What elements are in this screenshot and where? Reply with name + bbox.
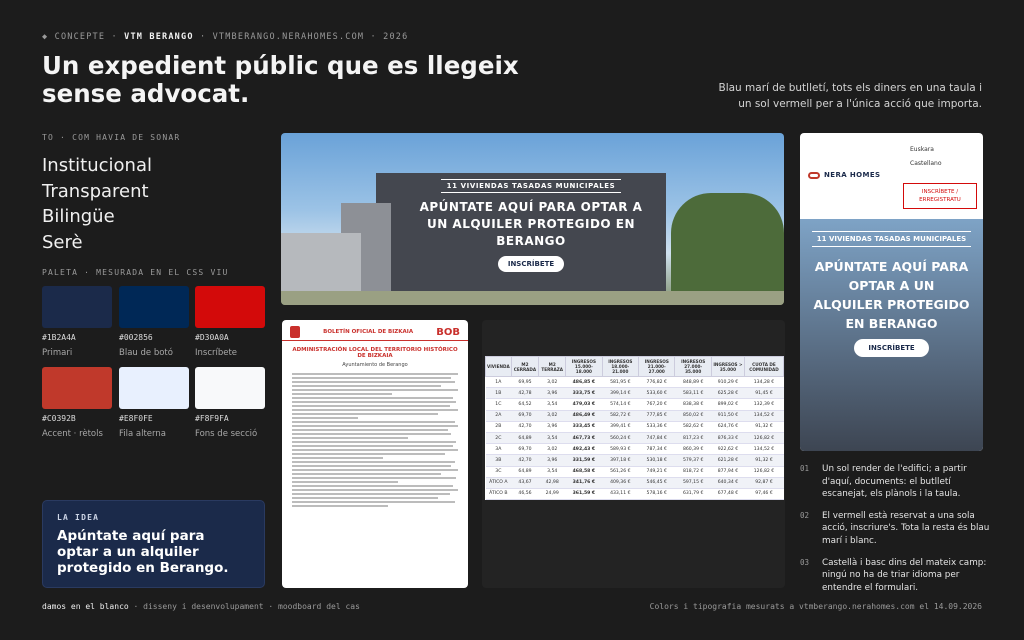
table-cell: 134,52 € [744, 410, 783, 421]
doc-line [292, 429, 448, 431]
doc-line [292, 373, 458, 375]
table-header-cell: INGRESOS 18.000-21.000 [602, 357, 638, 377]
nera-logo-icon [808, 172, 820, 179]
note-item [800, 510, 990, 548]
table-cell: 126,82 € [744, 432, 783, 443]
concept-label: ◆ CONCEPTE · [42, 32, 118, 42]
table-header-cell: INGRESOS > 35.000 [711, 357, 744, 377]
bob-seal-icon [290, 326, 300, 338]
doc-line [292, 445, 453, 447]
table-cell: 787,34 € [639, 444, 675, 455]
bob-document [282, 320, 468, 588]
table-cell: 64,89 [511, 466, 539, 477]
table-cell: 640,34 € [711, 477, 744, 488]
table-cell: 749,21 € [639, 466, 675, 477]
table-header-cell: M2 CERRADA [511, 357, 539, 377]
table-cell: 69,70 [511, 410, 539, 421]
mobile-hero [800, 219, 983, 451]
table-cell: 625,28 € [711, 388, 744, 399]
table-cell: 486,85 € [566, 377, 602, 388]
mobile-hero-subtitle: 11 VIVIENDAS TASADAS MUNICIPALES [812, 231, 971, 247]
table-cell: 533,60 € [639, 388, 675, 399]
mobile-mockup [800, 133, 983, 451]
table-cell: 361,59 € [566, 488, 602, 499]
doc-line [292, 421, 455, 423]
table-cell: 409,36 € [602, 477, 638, 488]
table-header-row [486, 357, 784, 377]
idea-text: Apúntate aquí para optar a un alquiler protegido en Berango. [57, 528, 229, 576]
table-cell: 69,95 [511, 377, 539, 388]
table-cell: 838,38 € [675, 399, 711, 410]
table-cell: 597,15 € [675, 477, 711, 488]
table-cell: 3,02 [539, 410, 566, 421]
table-cell: 560,24 € [602, 432, 638, 443]
doc-line [292, 437, 408, 439]
table-row [486, 388, 784, 399]
table-cell: 581,95 € [602, 377, 638, 388]
table-cell: 533,36 € [639, 421, 675, 432]
table-cell: 331,59 € [566, 455, 602, 466]
doc-line [292, 441, 456, 443]
table-cell: 818,72 € [675, 466, 711, 477]
price-table [485, 356, 784, 500]
swatch-name: Fons de secció [195, 429, 258, 439]
palette-swatch [42, 286, 112, 328]
doc-line [292, 377, 451, 379]
doc-line [292, 389, 458, 391]
table-cell: 91,32 € [744, 455, 783, 466]
table-cell: 624,76 € [711, 421, 744, 432]
page-headline: Un expedient públic que es llegeix sense advocat. [42, 51, 519, 108]
table-cell: 341,76 € [566, 477, 602, 488]
table-header-cell: INGRESOS 15.000-18.000 [566, 357, 602, 377]
note-number: 03 [800, 557, 810, 567]
table-header-cell: INGRESOS 27.000-35.000 [675, 357, 711, 377]
table-cell: 126,82 € [744, 466, 783, 477]
table-row [486, 421, 784, 432]
table-cell: 3,54 [539, 432, 566, 443]
table-header-cell: CUOTA DE COMUNIDAD [744, 357, 783, 377]
table-cell: 91,45 € [744, 388, 783, 399]
table-cell: 3,02 [539, 444, 566, 455]
table-cell: 42,70 [511, 421, 539, 432]
table-row [486, 488, 784, 499]
tone-word: Serè [42, 231, 83, 253]
swatch-name: Fila alterna [119, 429, 166, 439]
palette-swatch [195, 286, 265, 328]
table-cell: 1B [486, 388, 512, 399]
mobile-signup-button[interactable]: INSCRÍBETE [854, 339, 928, 357]
doc-line [292, 417, 358, 419]
note-number: 02 [800, 510, 810, 520]
doc-line [292, 393, 392, 395]
table-cell: 42,78 [511, 388, 539, 399]
swatch-hex: #002856 [119, 333, 153, 342]
bob-text-lines [292, 373, 458, 507]
doc-line [292, 413, 438, 415]
table-cell: 3C [486, 466, 512, 477]
bob-entity: Ayuntamiento de Berango [342, 362, 408, 368]
table-cell: 91,32 € [744, 421, 783, 432]
hero-render [281, 133, 784, 305]
table-cell: ÁTICO A [486, 477, 512, 488]
swatch-hex: #1B2A4A [42, 333, 76, 342]
footer-right: Colors i tipografia mesurats a vtmberango.nerahomes.com el 14.09.2026 [649, 602, 982, 611]
table-cell: 876,33 € [711, 432, 744, 443]
note-text: El vermell està reservat a una sola acció, inscriure's. Tota la resta és blau marí i blanc. [822, 510, 990, 546]
doc-line [292, 489, 458, 491]
table-cell: 3,02 [539, 377, 566, 388]
table-cell: 492,43 € [566, 444, 602, 455]
hero-signup-button[interactable]: INSCRÍBETE [498, 256, 564, 272]
bob-section: ADMINISTRACIÓN LOCAL DEL TERRITORIO HISTÓRICO DE BIZKAIA [292, 347, 458, 359]
table-cell: 530,18 € [639, 455, 675, 466]
table-header-cell: VIVIENDA [486, 357, 512, 377]
top-line [42, 32, 408, 42]
table-cell: 767,20 € [639, 399, 675, 410]
table-cell: 3,96 [539, 388, 566, 399]
table-cell: 486,49 € [566, 410, 602, 421]
bob-mark: BOB [436, 326, 460, 338]
notes-list [800, 463, 990, 603]
note-text: Castellà i basc dins del mateix camp: ningú no ha de triar idioma per entendre el formulari. [822, 557, 987, 593]
table-row [486, 477, 784, 488]
table-header-cell: M2 TERRAZA [539, 357, 566, 377]
doc-line [292, 461, 455, 463]
mobile-hero-title: APÚNTATE AQUÍ PARA OPTAR A UN ALQUILER PROTEGIDO EN BERANGO [813, 259, 970, 331]
hero-overlay [411, 173, 651, 272]
doc-line [292, 501, 455, 503]
doc-line [292, 497, 438, 499]
table-body [486, 377, 784, 500]
table-cell: 46,56 [511, 488, 539, 499]
doc-line [292, 469, 458, 471]
palette-swatch [119, 286, 189, 328]
doc-line [292, 485, 453, 487]
doc-line [292, 425, 458, 427]
table-cell: 777,85 € [639, 410, 675, 421]
doc-line [292, 433, 451, 435]
table-cell: 561,26 € [602, 466, 638, 477]
right-note: Blau marí de butlletí, tots els diners en una taula i un sol vermell per a l'única acció que importa. [718, 82, 982, 110]
table-cell: 578,16 € [639, 488, 675, 499]
doc-line [292, 505, 388, 507]
table-cell: 92,87 € [744, 477, 783, 488]
table-row [486, 399, 784, 410]
table-cell: 776,82 € [639, 377, 675, 388]
doc-line [292, 409, 458, 411]
neighbor-building [281, 233, 361, 293]
table-cell: 3B [486, 455, 512, 466]
swatch-name: Accent · rètols [42, 429, 103, 439]
table-cell: 922,62 € [711, 444, 744, 455]
table-cell: 850,02 € [675, 410, 711, 421]
table-cell: 877,94 € [711, 466, 744, 477]
table-cell: 467,73 € [566, 432, 602, 443]
tone-word: Bilingüe [42, 206, 115, 227]
table-row [486, 410, 784, 421]
table-row [486, 466, 784, 477]
table-cell: 631,79 € [675, 488, 711, 499]
doc-line [292, 477, 456, 479]
lang-euskara[interactable]: Euskara [910, 146, 934, 153]
tone-words [42, 153, 152, 255]
table-cell: 479,03 € [566, 399, 602, 410]
swatch-name: Blau de botó [119, 348, 173, 358]
table-cell: 1A [486, 377, 512, 388]
doc-line [292, 381, 455, 383]
table-cell: 574,14 € [602, 399, 638, 410]
hero-subtitle: 11 VIVIENDAS TASADAS MUNICIPALES [441, 179, 622, 193]
table-cell: 910,29 € [711, 377, 744, 388]
table-cell: 2A [486, 410, 512, 421]
table-cell: 3,54 [539, 399, 566, 410]
mobile-signup-cta[interactable]: INSCRÍBETE / ERREGISTRATU [903, 183, 977, 209]
footer-credits: · disseny i desenvolupament · moodboard del cas [133, 602, 360, 611]
table-cell: 582,62 € [675, 421, 711, 432]
note-item [800, 463, 990, 501]
tone-label: TO · COM HAVIA DE SONAR [42, 133, 181, 142]
table-cell: 1C [486, 399, 512, 410]
swatch-hex: #F8F9FA [195, 414, 229, 423]
doc-line [292, 397, 453, 399]
swatch-hex: #D30A0A [195, 333, 229, 342]
table-row [486, 377, 784, 388]
note-text: Un sol render de l'edifici; a partir d'aquí, documents: el butlletí escanejat, els plànols i la taula. [822, 464, 967, 500]
brand-label: VTM BERANGO [124, 32, 194, 42]
table-cell: 97,46 € [744, 488, 783, 499]
price-table-card [482, 320, 785, 588]
table-cell: 3A [486, 444, 512, 455]
doc-line [292, 473, 441, 475]
site-date: · VTMBERANGO.NERAHOMES.COM · 2026 [199, 32, 409, 42]
swatch-hex: #C0392B [42, 414, 76, 423]
ground [281, 291, 784, 305]
palette-label: PALETA · MESURADA EN EL CSS VIU [42, 268, 229, 277]
palette-swatch [119, 367, 189, 409]
table-cell: 468,58 € [566, 466, 602, 477]
tone-word: Institucional [42, 155, 152, 176]
table-cell: 677,48 € [711, 488, 744, 499]
palette-swatch [42, 367, 112, 409]
mobile-logo: NERA HOMES [824, 171, 881, 179]
hero-title: APÚNTATE AQUÍ PARA OPTAR A UN ALQUILER PROTEGIDO EN BERANGO [419, 200, 643, 248]
table-cell: 589,93 € [602, 444, 638, 455]
table-cell: 817,23 € [675, 432, 711, 443]
table-cell: 134,28 € [744, 377, 783, 388]
table-cell: 333,45 € [566, 421, 602, 432]
doc-line [292, 465, 451, 467]
table-cell: 911,50 € [711, 410, 744, 421]
swatch-name: Inscríbete [195, 348, 238, 358]
idea-label: LA IDEA [57, 513, 100, 522]
table-cell: 3,96 [539, 421, 566, 432]
table-cell: 546,45 € [639, 477, 675, 488]
table-cell: ÁTICO B [486, 488, 512, 499]
table-cell: 860,39 € [675, 444, 711, 455]
table-cell: 621,28 € [711, 455, 744, 466]
doc-line [292, 481, 398, 483]
table-cell: 2C [486, 432, 512, 443]
table-cell: 397,18 € [602, 455, 638, 466]
lang-castellano[interactable]: Castellano [910, 160, 942, 167]
table-cell: 3,96 [539, 455, 566, 466]
table-cell: 69,70 [511, 444, 539, 455]
table-header-cell: INGRESOS 21.000-27.000 [639, 357, 675, 377]
table-cell: 3,54 [539, 466, 566, 477]
table-cell: 747,84 € [639, 432, 675, 443]
table-cell: 43,67 [511, 477, 539, 488]
table-cell: 399,14 € [602, 388, 638, 399]
table-cell: 24,99 [539, 488, 566, 499]
table-cell: 132,39 € [744, 399, 783, 410]
table-cell: 42,70 [511, 455, 539, 466]
doc-line [292, 493, 450, 495]
tone-word: Transparent [42, 180, 149, 202]
doc-line [292, 405, 450, 407]
table-cell: 64,89 [511, 432, 539, 443]
table-cell: 42,98 [539, 477, 566, 488]
table-row [486, 444, 784, 455]
table-cell: 899,02 € [711, 399, 744, 410]
table-cell: 579,37 € [675, 455, 711, 466]
table-cell: 333,75 € [566, 388, 602, 399]
footer-left [42, 602, 360, 611]
idea-box [42, 500, 265, 588]
table-cell: 583,11 € [675, 388, 711, 399]
table-cell: 848,89 € [675, 377, 711, 388]
doc-line [292, 457, 383, 459]
table-cell: 433,11 € [602, 488, 638, 499]
bob-title: BOLETÍN OFICIAL DE BIZKAIA [323, 329, 414, 335]
note-number: 01 [800, 464, 810, 473]
palette-swatch [195, 367, 265, 409]
swatch-hex: #E8F0FE [119, 414, 153, 423]
trees [671, 193, 784, 303]
doc-line [292, 401, 456, 403]
doc-line [292, 453, 445, 455]
doc-line [292, 385, 441, 387]
table-row [486, 455, 784, 466]
table-cell: 399,41 € [602, 421, 638, 432]
doc-line [292, 449, 458, 451]
table-cell: 64,52 [511, 399, 539, 410]
table-cell: 2B [486, 421, 512, 432]
swatch-name: Primari [42, 348, 73, 358]
table-cell: 582,72 € [602, 410, 638, 421]
note-item [800, 557, 990, 595]
footer-studio: damos en el blanco [42, 602, 129, 611]
table-row [486, 432, 784, 443]
table-cell: 134,52 € [744, 444, 783, 455]
